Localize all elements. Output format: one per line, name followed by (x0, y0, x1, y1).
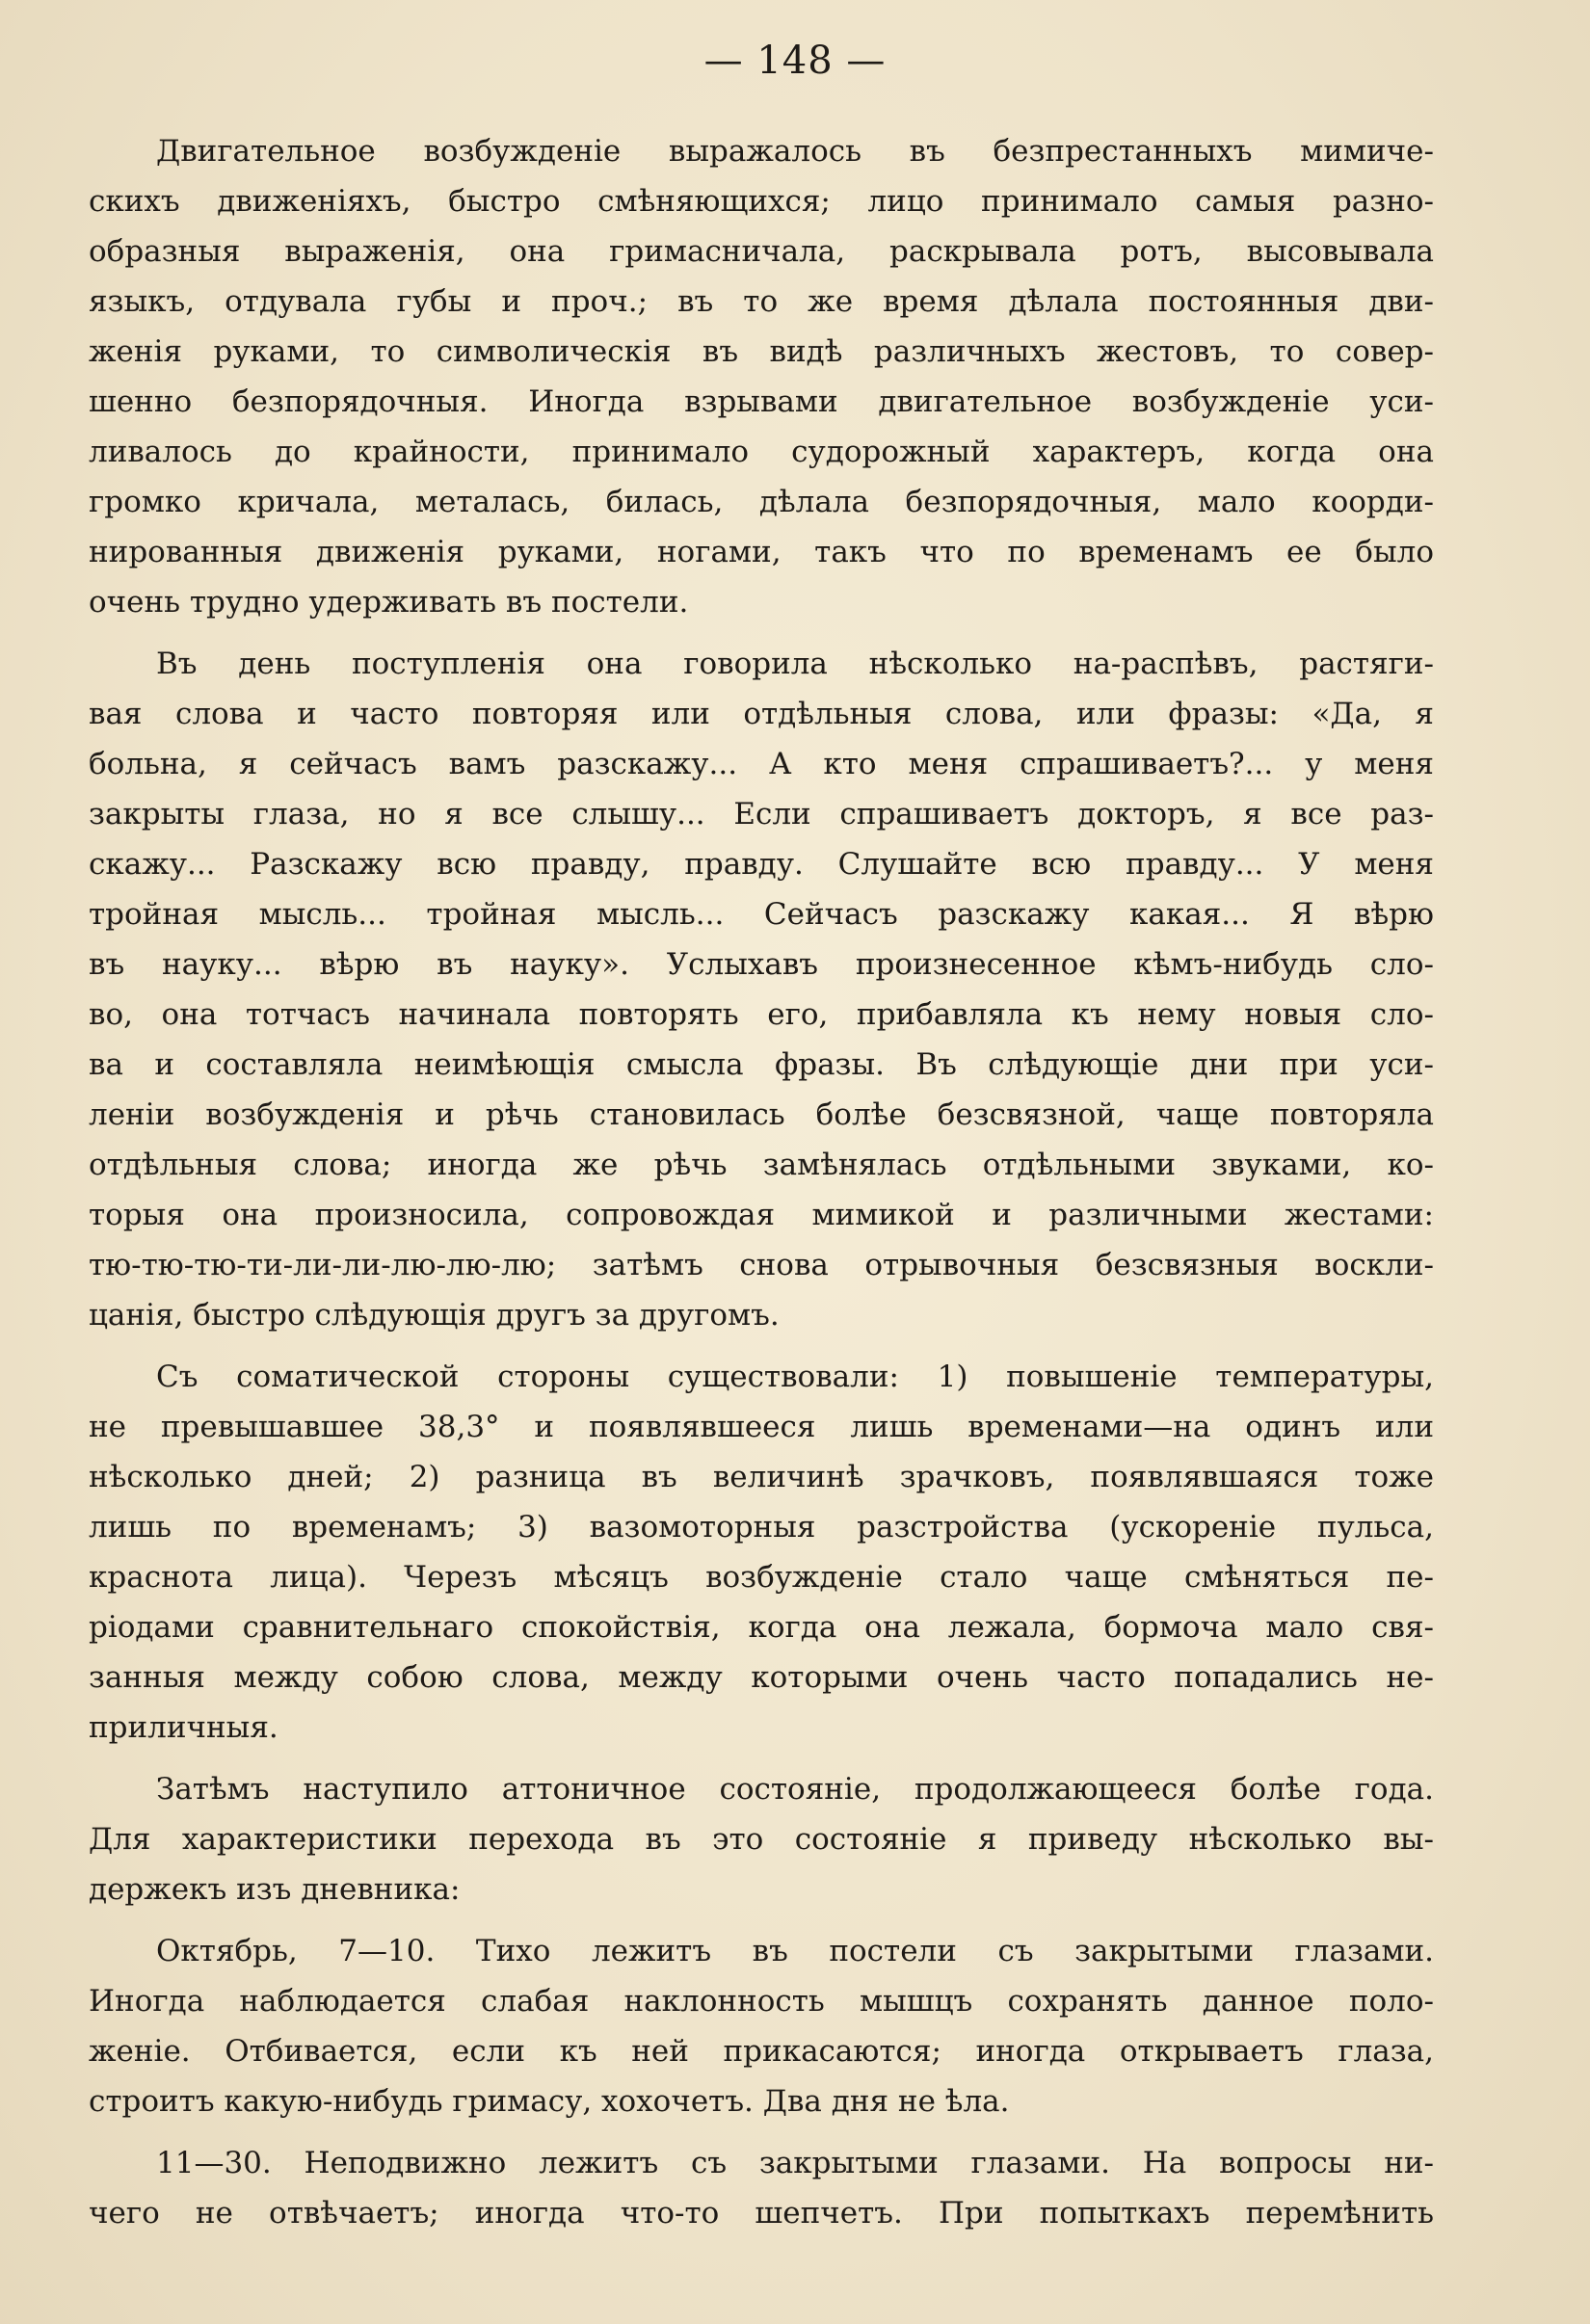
text-line: женіе. Отбивается, если къ ней прикасаются; иногда открываетъ глаза, (89, 2034, 1434, 2069)
text-line: цанія, быстро слѣдующія другъ за другомъ. (89, 1298, 780, 1333)
text-line: ва и составляла неимѣющія смысла фразы. Въ слѣдующіе дни при уси- (89, 1047, 1434, 1082)
paragraph (89, 2138, 1434, 2238)
paragraph (89, 639, 1434, 1340)
text-line: нѣсколько дней; 2) разница въ величинѣ зрачковъ, появлявшаяся тоже (89, 1460, 1434, 1494)
text-line: отдѣльныя слова; иногда же рѣчь замѣнялась отдѣльными звуками, ко- (89, 1148, 1434, 1182)
text-line: краснота лица). Черезъ мѣсяцъ возбужденіе стало чаще смѣняться пе- (89, 1560, 1434, 1595)
text-line: тю-тю-тю-ти-ли-ли-лю-лю-лю; затѣмъ снова отрывочныя безсвязныя воскли- (89, 1248, 1434, 1282)
text-line: языкъ, отдувала губы и проч.; въ то же время дѣлала постоянныя дви- (89, 284, 1434, 319)
page-number: — 148 — (703, 39, 887, 83)
text-line: леніи возбужденія и рѣчь становилась болѣе безсвязной, чаще повторяла (89, 1097, 1434, 1132)
text-line: Октябрь, 7—10. Тихо лежитъ въ постели съ закрытыми глазами. (156, 1934, 1434, 1968)
text-line: строитъ какую-нибудь гримасу, хохочетъ. Два дня не ѣла. (89, 2084, 1010, 2119)
text-line: Затѣмъ наступило аттоничное состояніе, продолжающееся болѣе года. (156, 1772, 1434, 1807)
text-line: приличныя. (89, 1710, 278, 1745)
text-line: вая слова и часто повторяя или отдѣльныя слова, или фразы: «Да, я (89, 697, 1434, 731)
text-line: образныя выраженія, она гримасничала, раскрывала ротъ, высовывала (89, 234, 1434, 269)
text-line: Съ соматической стороны существовали: 1) повышеніе температуры, (156, 1360, 1434, 1394)
text-line: Въ день поступленія она говорила нѣсколько на-распѣвъ, растяги- (156, 647, 1434, 681)
text-line: чего не отвѣчаетъ; иногда что-то шепчетъ. При попыткахъ перемѣнить (89, 2196, 1434, 2231)
paragraph (89, 1352, 1434, 1753)
text-line: нированныя движенія руками, ногами, такъ что по временамъ ее было (89, 535, 1434, 569)
text-line: скажу... Разскажу всю правду, правду. Слушайте всю правду... У меня (89, 847, 1434, 882)
text-line: лишь по временамъ; 3) вазомоторныя разстройства (ускореніе пульса, (89, 1510, 1434, 1545)
text-line: Иногда наблюдается слабая наклонность мышцъ сохранять данное поло- (89, 1984, 1434, 2019)
paragraph (89, 1926, 1434, 2126)
text-line: громко кричала, металась, билась, дѣлала безпорядочныя, мало коорди- (89, 485, 1434, 519)
text-line: 11—30. Неподвижно лежитъ съ закрытыми глазами. На вопросы ни- (156, 2146, 1434, 2180)
text-line: занныя между собою слова, между которыми очень часто попадались не- (89, 1660, 1434, 1695)
text-line: держекъ изъ дневника: (89, 1872, 461, 1907)
text-line: Для характеристики перехода въ это состояніе я приведу нѣсколько вы- (89, 1822, 1434, 1857)
text-line: шенно безпорядочныя. Иногда взрывами двигательное возбужденіе уси- (89, 384, 1434, 419)
text-line: Двигательное возбужденіе выражалось въ безпрестанныхъ мимиче- (156, 134, 1434, 169)
text-line: очень трудно удерживать въ постели. (89, 585, 689, 620)
text-line: ріодами сравнительнаго спокойствія, когда она лежала, бормоча мало свя- (89, 1610, 1434, 1645)
text-line: закрыты глаза, но я все слышу... Если спрашиваетъ докторъ, я все раз- (89, 797, 1434, 832)
text-line: больна, я сейчасъ вамъ разскажу... А кто меня спрашиваетъ?... у меня (89, 747, 1434, 781)
text-line: не превышавшее 38,3° и появлявшееся лишь временами—на одинъ или (89, 1410, 1434, 1444)
paragraph (89, 126, 1434, 627)
text-line: ливалось до крайности, принимало судорожный характеръ, когда она (89, 435, 1434, 469)
text-line: женія руками, то символическія въ видѣ различныхъ жестовъ, то совер- (89, 334, 1434, 369)
body-text (89, 126, 1434, 2238)
text-line: торыя она произносила, сопровождая мимикой и различными жестами: (89, 1198, 1434, 1232)
text-line: во, она тотчасъ начинала повторять его, прибавляла къ нему новыя сло- (89, 997, 1434, 1032)
paragraph (89, 1764, 1434, 1915)
text-line: въ науку... вѣрю въ науку». Услыхавъ произнесенное кѣмъ-нибудь сло- (89, 947, 1434, 982)
text-line: скихъ движеніяхъ, быстро смѣняющихся; лицо принимало самыя разно- (89, 184, 1434, 219)
text-line: тройная мысль... тройная мысль... Сейчасъ разскажу какая... Я вѣрю (89, 897, 1434, 932)
